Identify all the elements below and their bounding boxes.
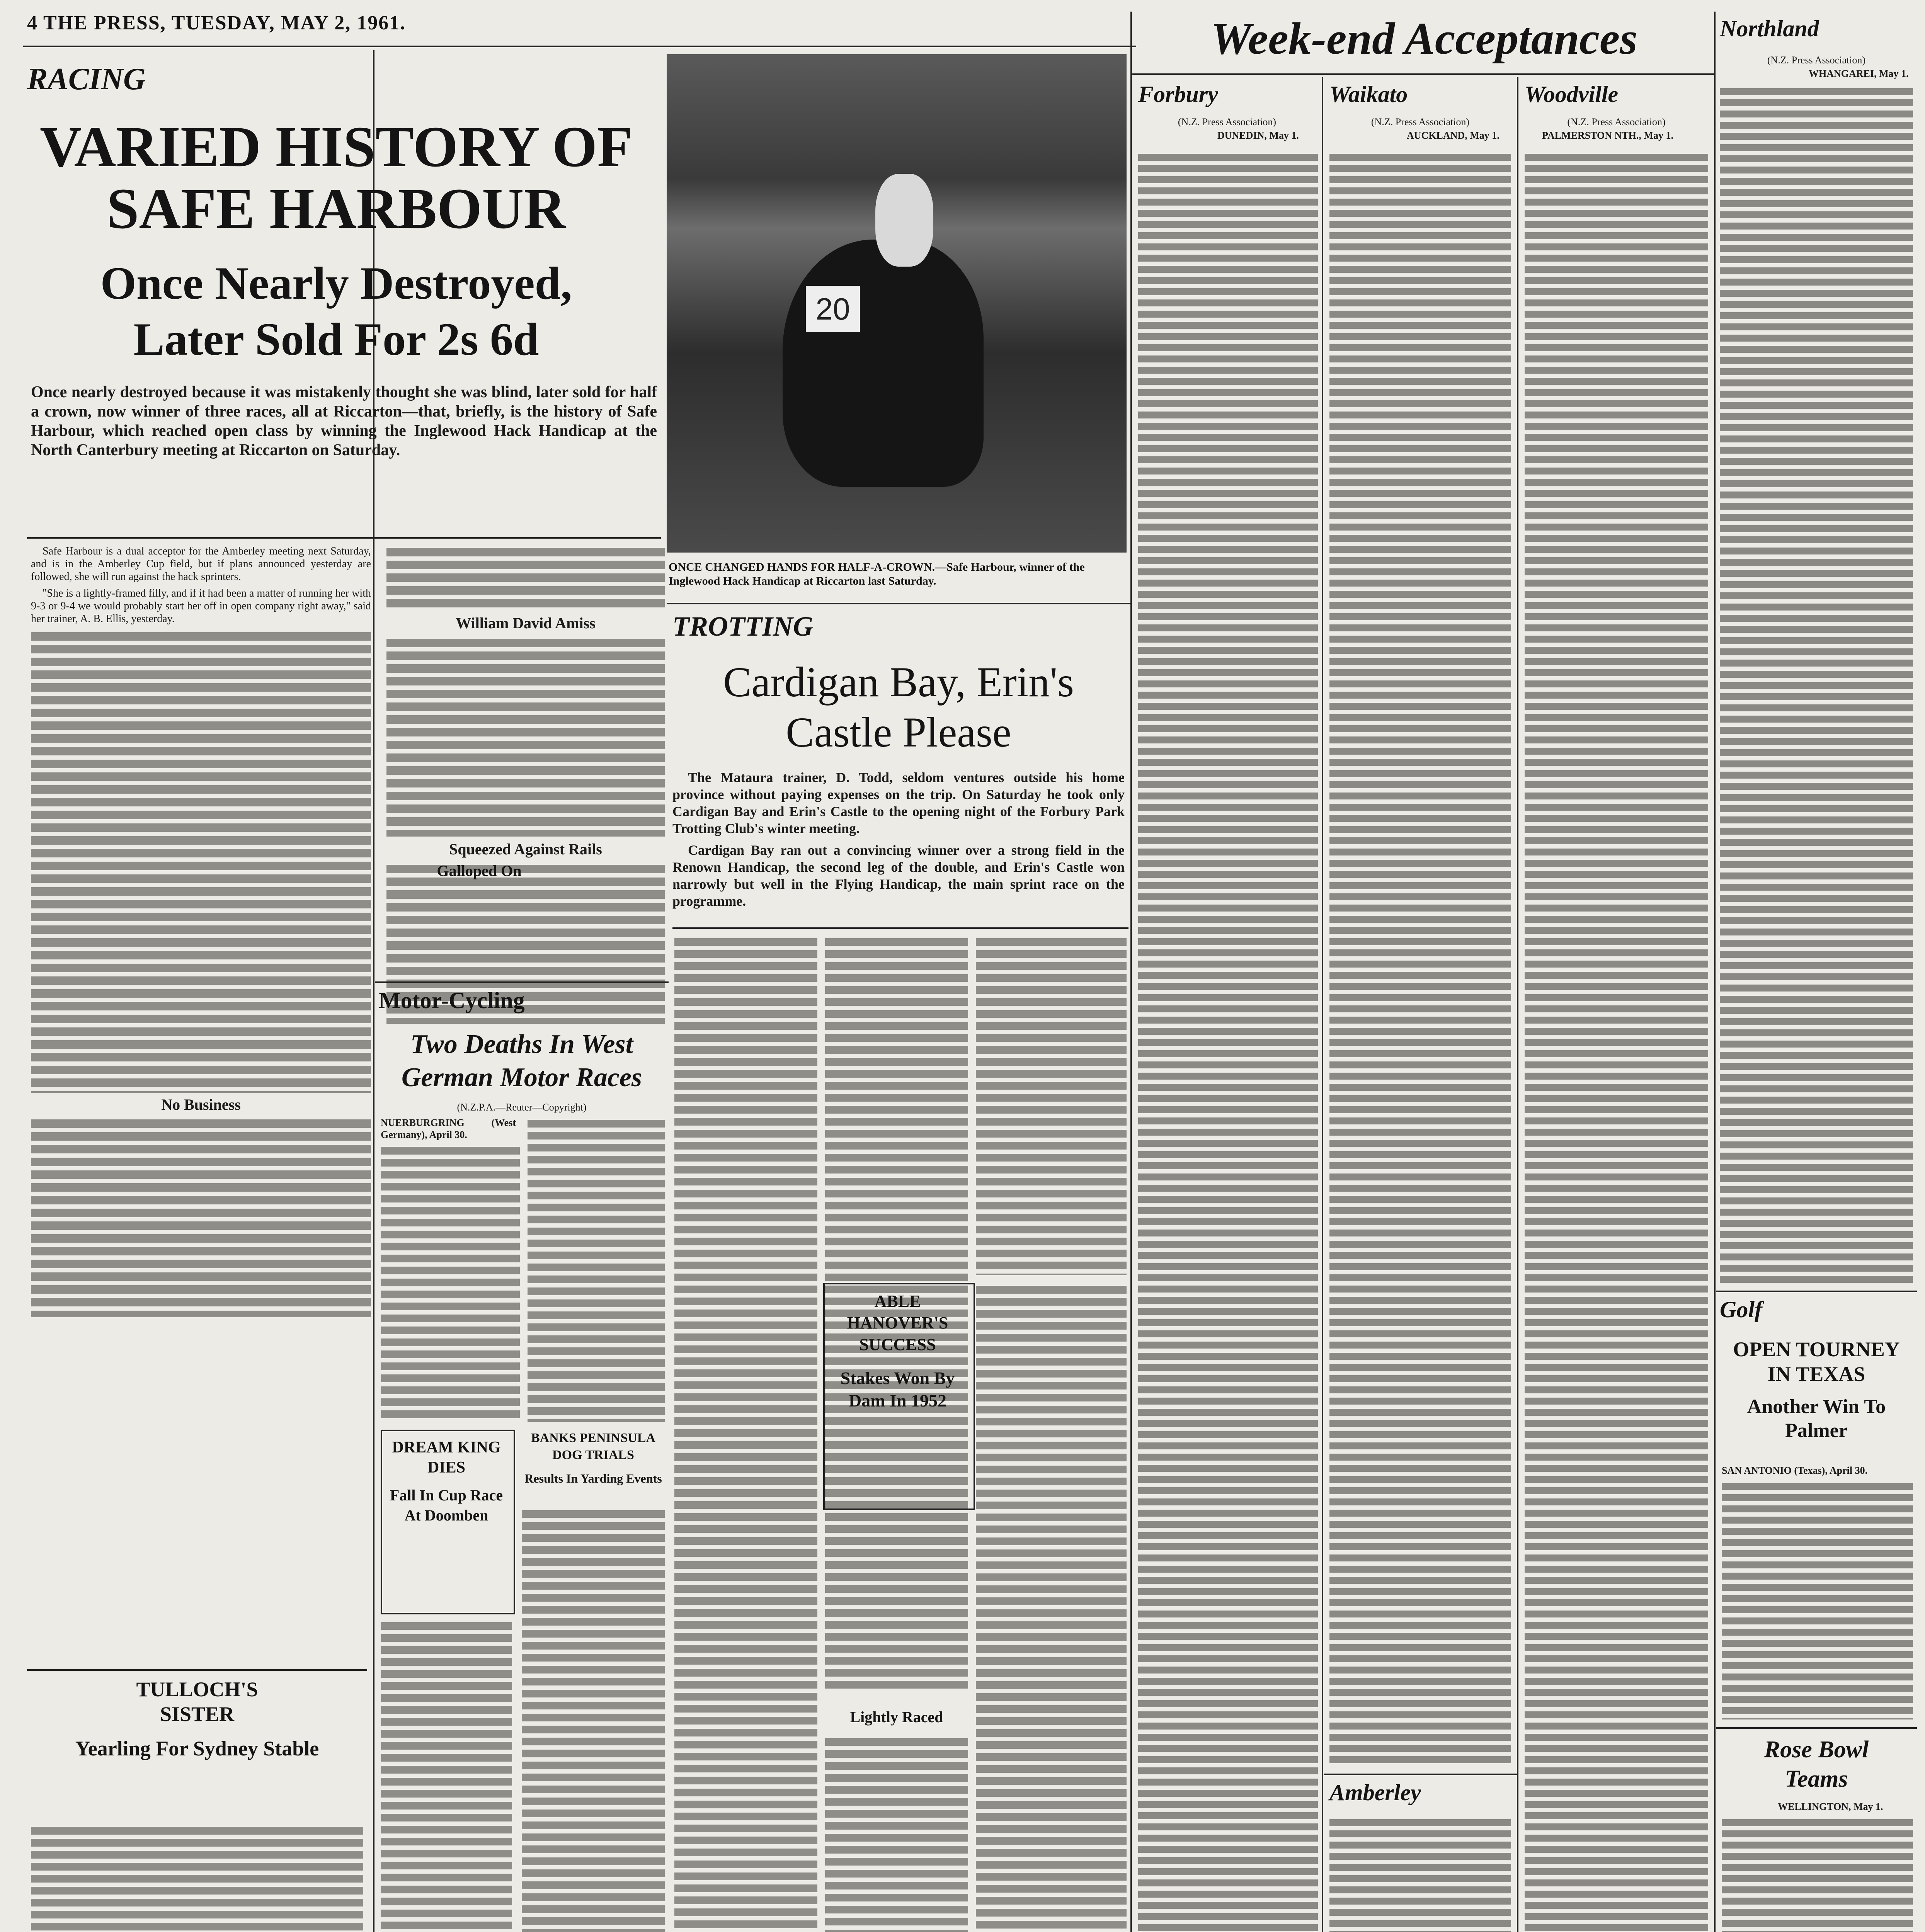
trotting-section-label: TROTTING [672, 611, 813, 642]
forbury-label: Forbury [1138, 82, 1218, 107]
rosebowl-headline [1720, 1735, 1913, 1794]
section-rule [1716, 1291, 1917, 1292]
column-text-block [976, 1283, 1127, 1932]
column-rule [1130, 12, 1132, 1932]
northland-dateline: WHANGAREI, May 1. [1809, 68, 1909, 79]
waikato-label: Waikato [1329, 82, 1408, 107]
headline-line: DREAM KING [392, 1439, 501, 1456]
headline-line: SISTER [160, 1702, 235, 1726]
headline-line: Results In Yarding Events [524, 1471, 662, 1485]
headline-line: Two Deaths In West [410, 1029, 633, 1059]
headline-line: TULLOCH'S [136, 1678, 258, 1701]
northland-acceptances-list [1720, 85, 1913, 1283]
subhead-william: William David Amiss [456, 614, 596, 632]
paragraph: Cardigan Bay ran out a convincing winner over a strong field in the Renown Handicap, the second leg of the double, and Erin's Castle won narrowly but well in the Flying Handicap, the main sprint race on the programme. [672, 842, 1125, 909]
horse-silhouette [783, 240, 984, 487]
rosebowl-dateline: WELLINGTON, May 1. [1778, 1801, 1883, 1812]
golf-dateline: SAN ANTONIO (Texas), April 30. [1722, 1465, 1868, 1476]
headline-line: SAFE HARBOUR [107, 177, 566, 241]
golf-label: Golf [1720, 1297, 1762, 1322]
column-rule [1322, 77, 1323, 1932]
column-text-block [386, 545, 665, 611]
motor-credit: (N.Z.P.A.—Reuter—Copyright) [457, 1102, 587, 1113]
amberley-label: Amberley [1329, 1780, 1421, 1805]
racing-body-column [386, 545, 665, 1024]
acceptances-banner: Week-end Acceptances [1210, 13, 1638, 64]
headline-line: DOG TRIALS [552, 1448, 634, 1462]
racing-section-label: RACING [27, 62, 146, 96]
amberley-acceptances-list [1329, 1816, 1511, 1932]
headline-line: VARIED HISTORY OF [40, 115, 633, 179]
subheadline-line: Later Sold For 2s 6d [133, 313, 539, 365]
section-rule [1324, 1774, 1517, 1775]
trotting-headline [672, 657, 1125, 757]
subhead-lightly-raced: Lightly Raced [850, 1708, 943, 1726]
photo-safe-harbour [667, 54, 1127, 553]
headline-line: IN TEXAS [1767, 1362, 1865, 1386]
woodville-dateline: PALMERSTON NTH., May 1. [1542, 130, 1673, 141]
northland-credit: (N.Z. Press Association) [1767, 54, 1866, 66]
header-rule [23, 46, 1136, 47]
headline-line: OPEN TOURNEY [1733, 1338, 1900, 1361]
subhead-squeezed: Squeezed Against Rails [449, 840, 602, 858]
racing-lead: Once nearly destroyed because it was mistakenly thought she was blind, later sold for half a crown, now winner of three races, all at Riccarton—that, briefly, is the history of Safe Harbour, which reached open class by winning the Inglewood Hack Handicap at the North Canterbury meeting at Riccarton on Saturday. [31, 383, 657, 459]
column-text-block [31, 1824, 363, 1932]
section-rule [375, 981, 669, 983]
section-rule [27, 1669, 367, 1671]
headline-line: BANKS PENINSULA [531, 1431, 656, 1445]
motor-dateline: NUERBURGRING (West Germany), April 30. [381, 1117, 516, 1140]
headline-line: DIES [427, 1459, 466, 1476]
section-rule [1716, 1727, 1917, 1729]
subhead-galloped: Galloped On [437, 862, 522, 879]
section-rule [1132, 73, 1714, 75]
woodville-credit: (N.Z. Press Association) [1567, 116, 1666, 128]
photo-caption-safe-harbour: ONCE CHANGED HANDS FOR HALF-A-CROWN.—Safe Harbour, winner of the Inglewood Hack Handicap at Riccarton last Saturday. [669, 561, 1085, 587]
banks-headline [520, 1430, 667, 1487]
able-hanover-headline [827, 1291, 968, 1412]
forbury-acceptances-list [1138, 151, 1318, 1932]
woodville-acceptances-list [1525, 151, 1708, 1932]
headline-line: Rose Bowl [1764, 1736, 1869, 1763]
jockey-silhouette [875, 174, 933, 267]
column-text-block [381, 1619, 512, 1932]
column-text-block [31, 1116, 371, 1317]
column-text-block [528, 1117, 665, 1422]
headline-line: ABLE HANOVER'S [847, 1292, 948, 1332]
column-text-block [1722, 1816, 1913, 1932]
woodville-label: Woodville [1525, 82, 1619, 107]
column-rule [1517, 77, 1518, 1932]
motor-headline [379, 1028, 665, 1094]
page-header: 4 THE PRESS, TUESDAY, MAY 2, 1961. [27, 12, 406, 34]
paragraph: Safe Harbour is a dual acceptor for the Amberley meeting next Saturday, and is in the Amberley Cup field, but if plans announced yesterday are followed, she will run against the hack sprinters. [31, 545, 371, 583]
column-text-block [674, 935, 817, 1932]
subheadline-line: Once Nearly Destroyed, [100, 257, 572, 309]
column-text-block [386, 636, 665, 837]
dream-king-headline [383, 1437, 510, 1526]
motor-section-label: Motor-Cycling [379, 988, 525, 1013]
section-rule [667, 603, 1130, 604]
headline-line: Yearling For Sydney Stable [75, 1737, 319, 1760]
column-text-block [381, 1144, 520, 1422]
headline-line: Teams [1785, 1766, 1848, 1792]
golf-headline [1720, 1337, 1913, 1443]
racing-body-column [31, 545, 371, 1317]
paragraph: The Mataura trainer, D. Todd, seldom ventures outside his home province without paying expenses on the trip. On Saturday he took only Cardigan Bay and Erin's Castle to the opening night of the Forbury Park Trotting Club's winter meeting. [672, 770, 1125, 836]
racing-subheadline [15, 255, 657, 367]
saddlecloth-number: 20 [806, 286, 860, 332]
column-text-block [825, 1735, 968, 1932]
column-text-block [31, 629, 371, 1093]
column-text-block [976, 935, 1127, 1275]
headline-line: German Motor Races [401, 1063, 642, 1092]
forbury-credit: (N.Z. Press Association) [1178, 116, 1277, 128]
northland-label: Northland [1720, 16, 1819, 41]
headline-line: SUCCESS [859, 1335, 936, 1354]
waikato-credit: (N.Z. Press Association) [1371, 116, 1470, 128]
forbury-dateline: DUNEDIN, May 1. [1217, 130, 1299, 141]
headline-line: Fall In Cup Race At Doomben [390, 1486, 503, 1524]
column-rule [1714, 12, 1716, 1932]
trotting-lead [672, 769, 1125, 910]
section-rule [672, 927, 1128, 929]
headline-line: Stakes Won By Dam In 1952 [840, 1368, 955, 1410]
headline-line: Cardigan Bay, Erin's [723, 658, 1074, 706]
paragraph: "She is a lightly-framed filly, and if it had been a matter of running her with 9-3 or 9-4 we would probably start her off in open company right away," said her trainer, A. B. Ellis, yesterday. [31, 587, 371, 625]
column-text-block [522, 1507, 665, 1932]
headline-line: Castle Please [786, 709, 1011, 756]
column-text-block [1722, 1480, 1913, 1719]
section-rule [27, 537, 661, 539]
subhead-no-business: No Business [161, 1096, 241, 1113]
tulloch-headline [27, 1677, 367, 1761]
waikato-acceptances-list [1329, 151, 1511, 1766]
racing-headline [15, 116, 657, 240]
waikato-dateline: AUCKLAND, May 1. [1407, 130, 1499, 141]
headline-line: Another Win To Palmer [1747, 1396, 1886, 1442]
